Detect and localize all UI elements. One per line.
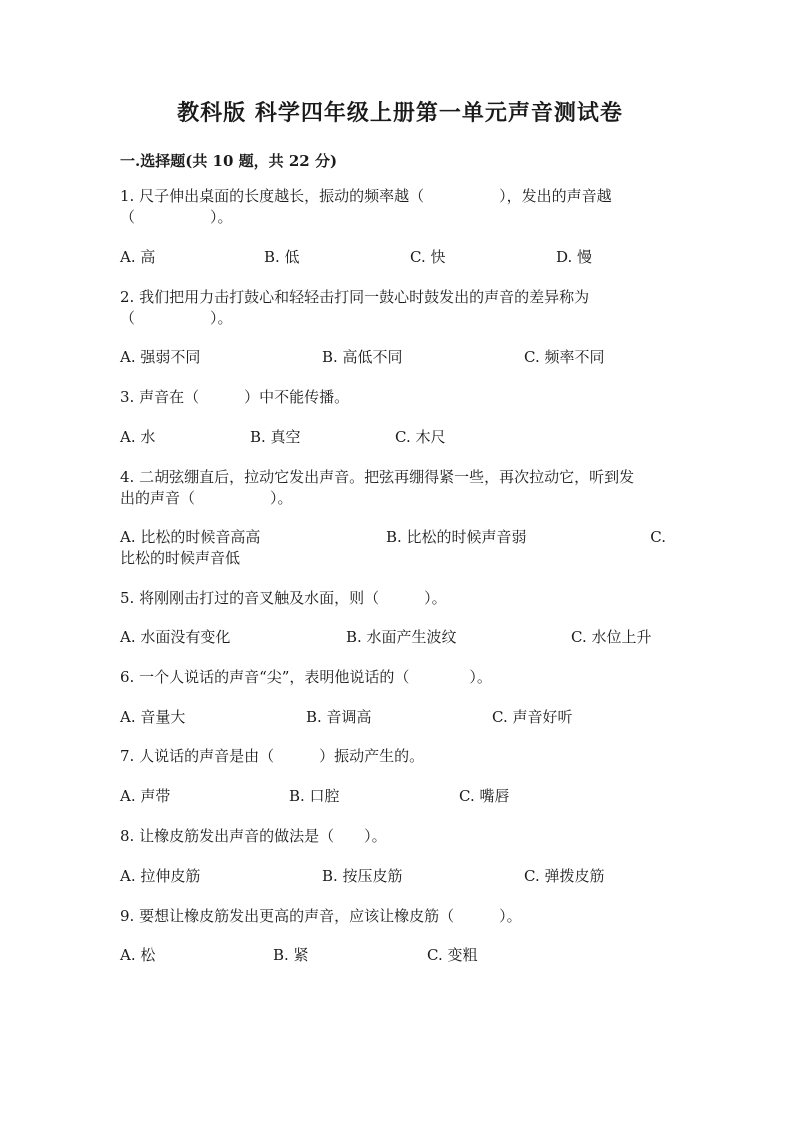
exam-title: 教科版 科学四年级上册第一单元声音测试卷 xyxy=(177,100,623,126)
question-text: 1. 尺子伸出桌面的长度越长，振动的频率越（ ），发出的声音越 xyxy=(120,187,612,205)
option-b: B. 按压皮筋 xyxy=(322,867,403,885)
options-6 xyxy=(120,707,680,728)
option-b: B. 音调高 xyxy=(306,708,372,726)
option-a: A. 比松的时候音高高 xyxy=(120,528,261,546)
option-b: B. 真空 xyxy=(250,428,301,446)
question-text: 6. 一个人说话的声音“尖”，表明他说话的（ ）。 xyxy=(120,668,492,686)
question-text-cont: （ ）。 xyxy=(120,208,233,226)
option-a: A. 强弱不同 xyxy=(120,348,201,366)
question-5 xyxy=(120,588,680,609)
question-text: 2. 我们把用力击打鼓心和轻轻击打同一鼓心时鼓发出的声音的差异称为 xyxy=(120,288,590,306)
option-a: A. 音量大 xyxy=(120,708,186,726)
option-c: C. 频率不同 xyxy=(524,348,605,366)
question-text: 5. 将刚刚击打过的音叉触及水面，则（ ）。 xyxy=(120,589,447,607)
question-8 xyxy=(120,826,680,847)
option-c: C. xyxy=(650,528,666,546)
option-a: A. 水 xyxy=(120,428,156,446)
option-a: A. 拉伸皮筋 xyxy=(120,867,201,885)
option-c-text: 比松的时候声音低 xyxy=(120,549,241,567)
question-7 xyxy=(120,746,680,767)
options-5 xyxy=(120,627,680,648)
option-b: B. 紧 xyxy=(273,946,309,964)
option-c: C. 变粗 xyxy=(427,946,478,964)
question-text: 3. 声音在（ ）中不能传播。 xyxy=(120,388,350,406)
options-8 xyxy=(120,866,680,887)
option-c: C. 嘴唇 xyxy=(459,787,510,805)
question-3 xyxy=(120,387,680,408)
question-2 xyxy=(120,287,680,329)
question-text-cont: 出的声音（ ）。 xyxy=(120,489,293,507)
option-a: A. 水面没有变化 xyxy=(120,628,231,646)
option-c: C. 快 xyxy=(410,248,446,266)
question-text: 4. 二胡弦绷直后，拉动它发出声音。把弦再绷得紧一些，再次拉动它，听到发 xyxy=(120,468,635,486)
question-text: 7. 人说话的声音是由（ ）振动产生的。 xyxy=(120,747,425,765)
option-b: B. 高低不同 xyxy=(322,348,403,366)
question-9 xyxy=(120,906,680,927)
option-b: B. 低 xyxy=(264,248,300,266)
option-c: C. 木尺 xyxy=(395,428,446,446)
options-4 xyxy=(120,527,680,569)
option-b: B. 比松的时候声音弱 xyxy=(386,528,527,546)
option-b: B. 水面产生波纹 xyxy=(346,628,457,646)
question-6 xyxy=(120,667,680,688)
option-a: A. 松 xyxy=(120,946,156,964)
question-text: 9. 要想让橡皮筋发出更高的声音，应该让橡皮筋（ ）。 xyxy=(120,907,522,925)
options-2 xyxy=(120,347,680,368)
option-c: C. 声音好听 xyxy=(492,708,573,726)
question-text: 8. 让橡皮筋发出声音的做法是（ ）。 xyxy=(120,827,387,845)
option-c: C. 水位上升 xyxy=(571,628,652,646)
option-b: B. 口腔 xyxy=(289,787,340,805)
options-1 xyxy=(120,247,680,268)
question-text-cont: （ ）。 xyxy=(120,309,233,327)
options-7 xyxy=(120,786,680,807)
option-d: D. 慢 xyxy=(556,248,593,266)
options-9 xyxy=(120,945,680,966)
options-3 xyxy=(120,427,680,448)
option-a: A. 高 xyxy=(120,248,156,266)
option-a: A. 声带 xyxy=(120,787,171,805)
question-1 xyxy=(120,186,680,228)
question-4 xyxy=(120,467,680,509)
option-c: C. 弹拨皮筋 xyxy=(524,867,605,885)
section-heading: 一.选择题(共 10 题，共 22 分) xyxy=(120,152,338,170)
